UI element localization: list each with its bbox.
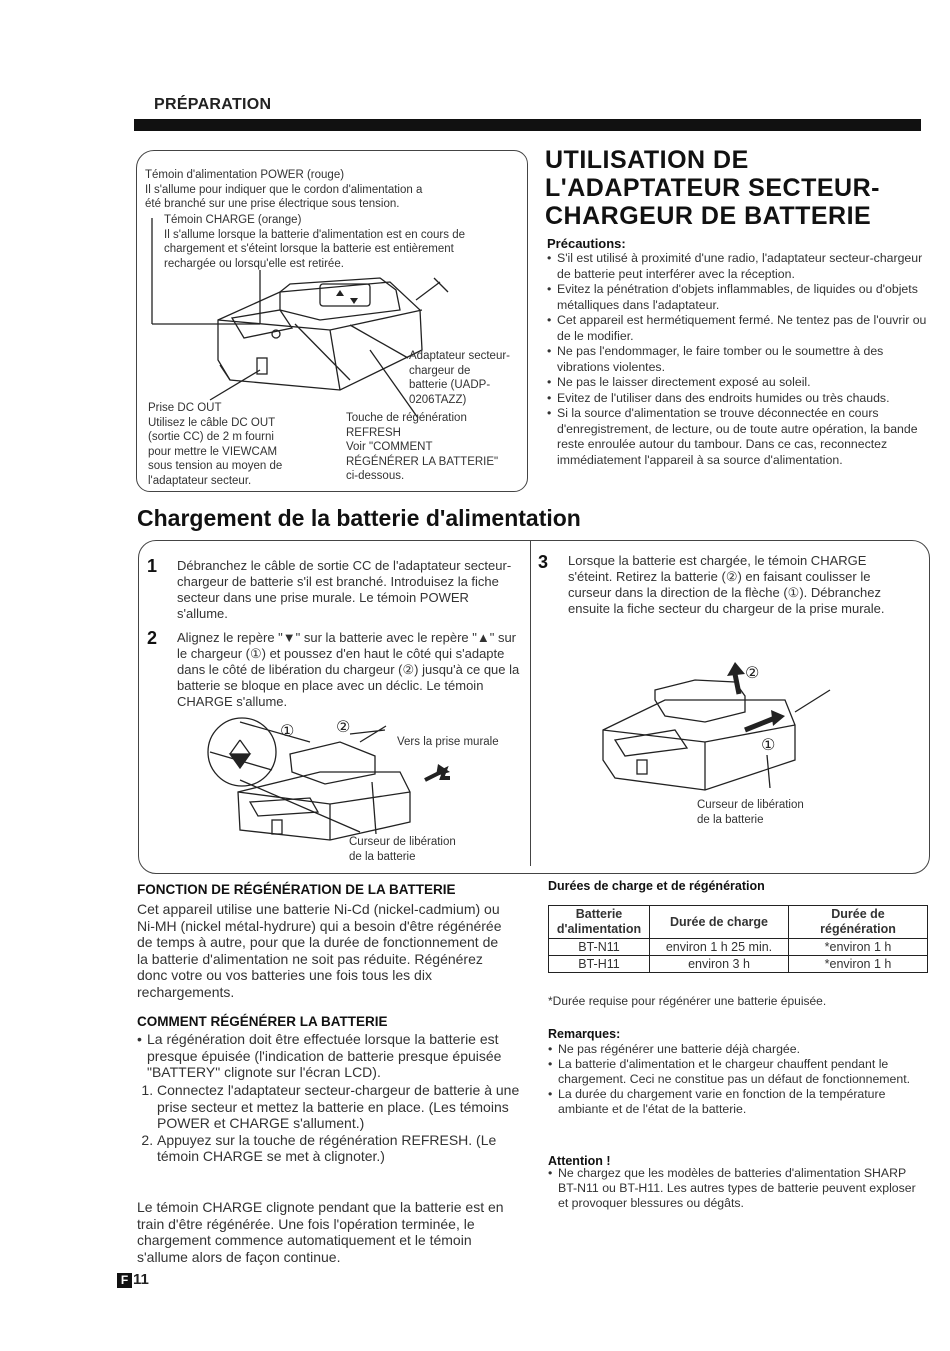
- section-title: PRÉPARATION: [154, 96, 272, 113]
- circle-2-mark: ②: [336, 717, 351, 736]
- list-item: • Evitez de l'utiliser dans des endroits humides ou très chauds.: [547, 391, 927, 407]
- column-header: Durée de charge: [650, 906, 789, 939]
- list-item: • Si la source d'alimentation se trouve déconnectée en cours d'enregistrement, de lecture, ou de toute autre opération, la bande reste enroulée autour du tambour. Dans ce cas, reconnectez immédiatement l'appareil à sa source d'alimentation.: [547, 406, 927, 468]
- header-rule: [134, 119, 921, 131]
- list-item: • Ne pas régénérer une batterie déjà chargée.: [548, 1042, 928, 1057]
- circle-1-mark: ①: [761, 735, 776, 754]
- table-row: BT-H11 environ 3 h *environ 1 h: [549, 956, 928, 973]
- charging-divider: [530, 540, 531, 866]
- dc-out-callout: Prise DC OUT Utilisez le câble DC OUT (sortie CC) de 2 m fourni pour mettre le VIEWCAM sous tension au moyen de l'adaptateur secteur.: [148, 402, 283, 487]
- durations-footnote: *Durée requise pour régénérer une batterie épuisée.: [548, 994, 827, 1008]
- wall-outlet-label: Vers la prise murale: [397, 736, 499, 748]
- how-to-title: COMMENT RÉGÉNÉRER LA BATTERIE: [137, 1014, 388, 1029]
- precautions-label: Précautions:: [547, 236, 626, 251]
- list-item: • Ne pas le laisser directement exposé au soleil.: [547, 375, 927, 391]
- durations-title: Durées de charge et de régénération: [548, 879, 765, 893]
- list-item: • Ne pas l'endommager, le faire tomber ou le soumettre à des vibrations violentes.: [547, 344, 927, 375]
- list-item: • Cet appareil est hermétiquement fermé. Ne tentez pas de l'ouvrir ou de le modifier.: [547, 313, 927, 344]
- regen-text: Cet appareil utilise une batterie Ni-Cd (nickel-cadmium) ou Ni-MH (nickel métal-hydrure) qui a besoin d'être régénérée de temps à autre, pour que la durée de fonctionnement de la batterie d'alimentation ne soit pas réduite. Régénérez donc votre ou vos batteries une fois tous les dix rechargements.: [137, 901, 502, 1000]
- circle-1-mark: ①: [280, 721, 295, 740]
- step-text: Alignez le repère "▼" sur la batterie avec le repère "▲" sur le chargeur (①) et poussez d'en haut le côté qui s'adapte dans le côté de libération du chargeur (②) jusqu'à ce que la batterie se bloque en place avec un déclic. Le témoin CHARGE s'allume.: [177, 630, 520, 709]
- step-number: 3: [538, 552, 549, 572]
- list-item: 2. Appuyez sur la touche de régénération REFRESH. (Le témoin CHARGE se met à clignoter.): [157, 1132, 532, 1165]
- remarks-title: Remarques:: [548, 1027, 621, 1041]
- list-item: • La durée du chargement varie en fonction de la température ambiante et de l'état de la batterie.: [548, 1087, 928, 1117]
- charging-title: Chargement de la batterie d'alimentation: [137, 505, 581, 531]
- precautions-list: [547, 251, 927, 468]
- column-header: Durée de régénération: [789, 906, 928, 939]
- refresh-callout: Touche de régénération REFRESH Voir "COMMENT RÉGÉNÉRER LA BATTERIE" ci-dessous.: [346, 412, 499, 482]
- remarks-list: [548, 1042, 928, 1117]
- regen-closing: Le témoin CHARGE clignote pendant que la batterie est en train d'être régénérée. Une fois l'opération terminée, le chargement commence automatiquement et le témoin s'allume alors de façon continue.: [137, 1199, 504, 1265]
- list-item: • Evitez la pénétration d'objets inflammables, de liquides ou d'objets métalliques dans l'adaptateur.: [547, 282, 927, 313]
- column-header: Batterie d'alimentation: [549, 906, 650, 939]
- circle-2-mark: ②: [745, 663, 760, 682]
- attention-title: Attention !: [548, 1154, 611, 1168]
- table-header-row: [549, 906, 928, 939]
- regen-title: FONCTION DE RÉGÉNÉRATION DE LA BATTERIE: [137, 882, 456, 897]
- step-number: 2: [147, 628, 158, 648]
- attention-list: [548, 1166, 928, 1211]
- list-item: • Ne chargez que les modèles de batteries d'alimentation SHARP BT-N11 ou BT-H11. Les autres types de batterie peuvent exploser et provoquer blessures ou dégâts.: [548, 1166, 928, 1211]
- list-item: • La batterie d'alimentation et le chargeur chauffent pendant le chargement. Ceci ne constitue pas un défaut de fonctionnement.: [548, 1057, 928, 1087]
- how-to-bullet: [137, 1031, 512, 1081]
- insert-battery-illustration: [200, 712, 520, 842]
- list-item: 1. Connectez l'adaptateur secteur-chargeur de batterie à une prise secteur et mettez la batterie en place. (Les témoins POWER et CHARGE s'allument.): [157, 1082, 532, 1132]
- step-text: Débranchez le câble de sortie CC de l'adaptateur secteur-chargeur de batterie s'il est branché. Introduisez la fiche secteur dans une prise murale. Le témoin POWER s'allume.: [177, 558, 512, 621]
- release-slider-label-2: Curseur de libération de la batterie: [697, 799, 804, 826]
- table-row: BT-N11 environ 1 h 25 min. *environ 1 h: [549, 939, 928, 956]
- release-slider-label: Curseur de libération de la batterie: [349, 836, 456, 863]
- adapter-callout: Adaptateur secteur- chargeur de batterie (UADP- 0206TAZZ): [409, 350, 511, 406]
- step-text: Lorsque la batterie est chargée, le témoin CHARGE s'éteint. Retirez la batterie (②) en faisant coulisser le curseur dans la direction de la flèche (①). Débranchez ensuite la fiche secteur du chargeur de la prise murale.: [568, 553, 885, 616]
- durations-table: [548, 905, 928, 973]
- language-badge: F: [117, 1273, 132, 1288]
- usage-title: UTILISATION DE L'ADAPTATEUR SECTEUR- CHARGEUR DE BATTERIE: [545, 146, 880, 230]
- step-number: 1: [147, 556, 158, 576]
- page-number: 11: [133, 1271, 149, 1288]
- charge-lamp-callout: Témoin CHARGE (orange) Il s'allume lorsque la batterie d'alimentation est en cours de chargement et s'éteint lorsque la batterie est entièrement rechargée ou lorsqu'elle est retirée.: [164, 214, 465, 270]
- list-item: • La régénération doit être effectuée lorsque la batterie est presque épuisée (l'indication de batterie presque épuisée "BATTERY" clignote sur l'écran LCD).: [137, 1031, 512, 1081]
- remove-battery-illustration: [595, 660, 835, 800]
- list-item: • S'il est utilisé à proximité d'une radio, l'adaptateur secteur-chargeur de batterie peut interférer avec la réception.: [547, 251, 927, 282]
- how-to-steps: [137, 1082, 532, 1165]
- power-lamp-callout: Témoin d'alimentation POWER (rouge) Il s'allume pour indiquer que le cordon d'alimentation a été branché sur une prise électrique sous tension.: [145, 169, 423, 210]
